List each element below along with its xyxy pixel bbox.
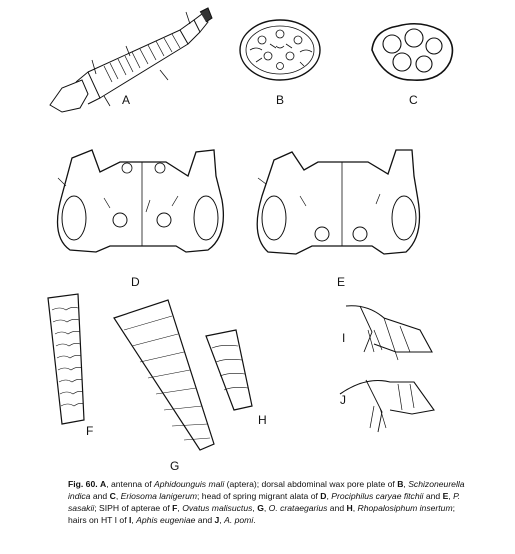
panel-label-i: I [342,331,346,345]
caption-run: , [219,515,225,525]
caption-run: , [252,503,258,513]
caption-text [68,479,465,525]
caption-run: , [326,491,332,501]
caption-run: . [253,515,256,525]
caption-run: C [109,491,116,501]
caption-run: Aphis eugeniae [136,515,196,525]
caption-run: , [263,503,269,513]
panel-label-f: F [86,424,94,438]
caption-run: O. crataegarius [268,503,328,513]
caption-figure-number: Fig. 60. [68,479,98,489]
caption-run: , [131,515,137,525]
panel-label-a: A [122,93,131,107]
antenna-drawing-a [50,8,212,112]
siphunculus-drawing-f [48,294,84,424]
hairs-drawing-i [346,306,432,360]
siphunculus-drawing-g [114,300,214,450]
head-drawing-d [58,150,224,252]
caption-run: , [177,503,183,513]
panel-label-c: C [409,93,418,107]
caption-run: , [352,503,358,513]
panel-label-g: G [170,459,180,470]
caption-run: Prociphilus caryae fitchii [331,491,424,501]
panel-label-e: E [337,275,346,289]
caption-run: and [423,491,443,501]
caption-run: J [214,515,220,525]
caption-run: A. pomi [224,515,254,525]
wax-pore-plate-b [240,20,320,80]
caption-run: , antenna of [106,479,155,489]
caption-run: Rhopalosiphum insertum [357,503,453,513]
panel-label-b: B [276,93,285,107]
panel-label-j: J [340,393,346,407]
wax-pore-plate-c [372,24,452,80]
caption-run: Aphidounguis mali [154,479,225,489]
caption-run: D [320,491,327,501]
caption-run: and [90,491,110,501]
caption-run: I [128,515,132,525]
caption-run: Schizoneurella indica [68,479,465,501]
caption-run: G [257,503,264,513]
caption-run: B [397,479,404,489]
caption-run: and [195,515,215,525]
panel-label-d: D [131,275,140,289]
caption-run: P. sasakii [68,491,461,513]
caption-run: , [448,491,454,501]
caption-run: ; SIPH of apterae of [94,503,173,513]
siphunculus-drawing-h [206,330,252,410]
panel-label-h: H [258,413,267,427]
caption-run: ; head of spring migrant alata of [197,491,321,501]
caption-run: ; hairs on HT I of [68,503,455,525]
caption-run: F [172,503,178,513]
caption-run: E [442,491,449,501]
hairs-drawing-j [340,380,434,432]
caption-run: H [346,503,353,513]
caption-run: and [327,503,347,513]
caption-run: Ovatus malisuctus [182,503,253,513]
caption-run: , [115,491,121,501]
caption-run: (aptera); dorsal abdominal wax pore plate of [224,479,398,489]
caption-run: A [100,479,107,489]
figure-caption [68,478,468,526]
caption-run: , [403,479,409,489]
head-drawing-e [257,150,419,254]
caption-run: Eriosoma lanigerum [120,491,198,501]
